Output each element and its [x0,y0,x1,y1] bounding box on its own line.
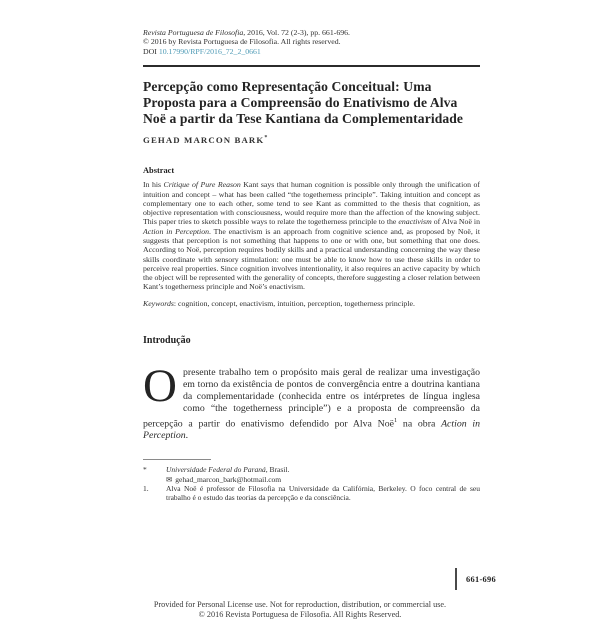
intro-seg: presente trabalho tem o propósito mais geral de realizar uma investigação em torno da existência de pontos de convergência entre a doutrina kantiana da complementaridade (conhecida entre os intérpretes de língua inglesa como “the togetherness principle”) e a proposta de compreensão da percepção a partir do enativismo defendido por Alva Noë [143,367,480,430]
author-affiliation-mark: * [264,135,269,142]
affiliation-country: , Brasil. [265,465,290,475]
footnote-separator [143,459,211,460]
page-range: 661-696 [466,574,497,584]
footnote-1-text: Alva Noë é professor de Filosofia na Universidade da Califórnia, Berkeley. O foco central de seu trabalho é o estudo das teorias da percepção e da consciência. [166,483,480,502]
abstract-book-title: Critique of Pure Reason [163,180,241,190]
doi-line [143,47,480,56]
copyright-line: © 2016 by Revista Portuguesa de Filosofia. All rights reserved. [143,37,341,47]
affiliation-institution: Universidade Federal do Paraná [166,465,266,475]
footnote-1 [143,484,480,502]
author-text: GEHAD MARCON BARK [143,135,265,146]
abstract-text [143,180,480,292]
citation-details: , 2016, Vol. 72 (2-3), pp. 661-696. [243,28,350,37]
author-name [143,135,480,145]
footnote-star-marker: * [143,465,147,475]
main-column [143,28,480,502]
affiliation-text [166,465,480,474]
drop-cap: O [143,360,177,413]
intro-seg: na obra [397,418,442,430]
abstract-seg: . The enactivism is an approach from cognitive science and, as proposed by Noë, it suggests that perception is not something that happens to one or with one, but something that one does. According to Noë, perception requires bodily skills and a practical understanding concerning the way these skills coordinate with sensory stimulation: one must be able to know how to use these skills in order to perceive real properties. Since cognition involves intentionality, it also requires an active capacity by which the object will be represented with the generality of concepts, therefore suggesting a closer relation between Kant’s togetherness principle and Noë’s enactivism. [143,226,481,292]
header-rule [143,65,480,67]
article-title: Percepção como Representação Conceitual: Uma Proposta para a Compreensão do Enativismo de Alva Noë a partir da Tese Kantiana da Complementaridade [143,79,464,127]
journal-citation-line [143,28,480,37]
abstract-term-enactivism: enactivism [398,217,432,227]
abstract-book-title: Action in Perception [143,226,210,236]
page-range-badge [455,568,496,590]
intro-book-title: Action in Perception [143,418,480,442]
license-line: Provided for Personal License use. Not for reproduction, distribution, or commercial use. [153,600,447,609]
footnote-reference-1: 1 [393,417,398,425]
email-line [166,475,480,484]
journal-header [143,28,480,56]
intro-paragraph [143,360,480,442]
journal-name: Revista Portuguesa de Filosofia [143,28,244,37]
footer-copyright-line: © 2016 Revista Portuguesa de Filosofia. All Rights Reserved. [198,610,402,619]
affiliation-footnote [143,465,480,474]
footnote-1-marker: 1. [143,483,149,493]
keywords-line [143,299,480,308]
introduction-heading: Introdução [143,335,191,347]
intro-seg: . [185,430,189,442]
abstract-seg: In his [143,180,164,190]
footnotes-block [143,465,480,502]
keywords-list: : cognition, concept, enactivism, intuition, perception, togetherness principle. [173,298,415,308]
abstract-heading: Abstract [143,166,175,176]
keywords-label: Keywords [143,298,174,308]
doi-link[interactable]: 10.17990/RPF/2016_72_2_0661 [158,46,261,56]
abstract-seg: Kant says that human cognition is possible only through the unification of intuition and concept – what has been called “the togetherness principle”. Taking intuition and concept as complementary one to each other, some tend to see Kant as committed to the thesis that cognition, as objective representation with consciousness, would require more than the affection of the knowing subject. This paper tries to sketch possible ways to relate the togetherness principle to the [143,180,480,227]
envelope-icon: ✉ [166,474,173,484]
license-footer [0,600,600,620]
doi-label: DOI [143,46,159,56]
email-link[interactable]: gehad_marcon_bark@hotmail.com [175,474,282,484]
paper-page [0,28,600,628]
abstract-seg: of Alva Noë in [431,217,480,227]
